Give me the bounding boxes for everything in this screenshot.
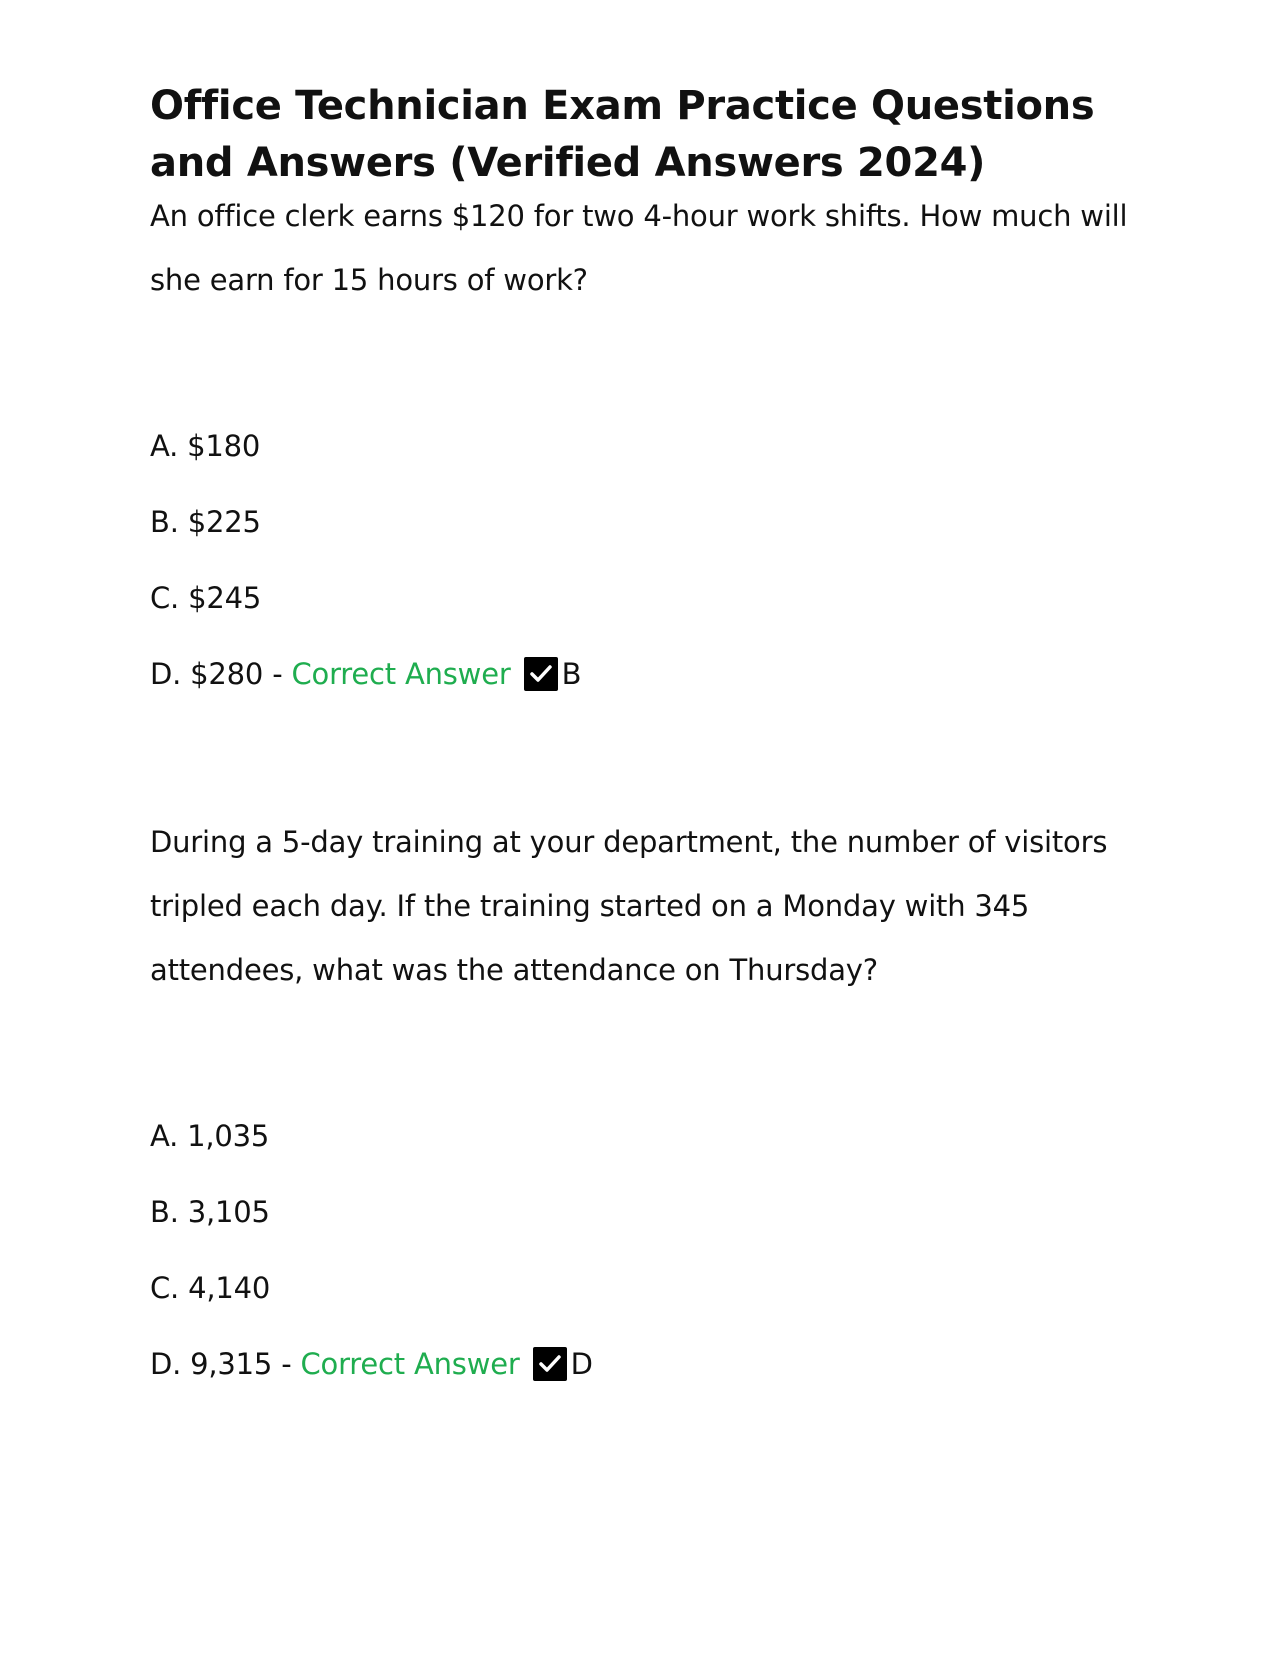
answer-letter-1: B bbox=[561, 657, 582, 691]
question-text-2: During a 5-day training at your department, the number of visitors tripled each day. If the training started on a Monday with 345 attendees, what was the attendance on Thursday? bbox=[150, 825, 1108, 987]
answer-letter-2: D bbox=[570, 1347, 593, 1381]
option-1a: A. $180 bbox=[150, 429, 261, 463]
option-2a: A. 1,035 bbox=[150, 1119, 270, 1153]
option-2d-text: D. 9,315 - bbox=[150, 1347, 301, 1381]
option-1b: B. $225 bbox=[150, 505, 261, 539]
check-icon bbox=[524, 657, 558, 691]
correct-answer-label-2: Correct Answer bbox=[300, 1347, 520, 1381]
option-1c: C. $245 bbox=[150, 581, 262, 615]
question-block-1 bbox=[150, 184, 1140, 696]
document-page bbox=[150, 78, 1140, 1386]
correct-answer-label-1: Correct Answer bbox=[291, 657, 511, 691]
option-1d-text: D. $280 - bbox=[150, 657, 292, 691]
option-2d bbox=[150, 1342, 1140, 1386]
option-2b: B. 3,105 bbox=[150, 1195, 270, 1229]
option-1d bbox=[150, 652, 1140, 696]
document-title: Office Technician Exam Practice Questions and Answers (Verified Answers 2024) bbox=[150, 83, 1095, 186]
check-icon bbox=[533, 1347, 567, 1381]
option-2c: C. 4,140 bbox=[150, 1271, 271, 1305]
question-text-1: An office clerk earns $120 for two 4-hour work shifts. How much will she earn for 15 hours of work? bbox=[150, 199, 1128, 297]
question-block-2 bbox=[150, 810, 1140, 1386]
